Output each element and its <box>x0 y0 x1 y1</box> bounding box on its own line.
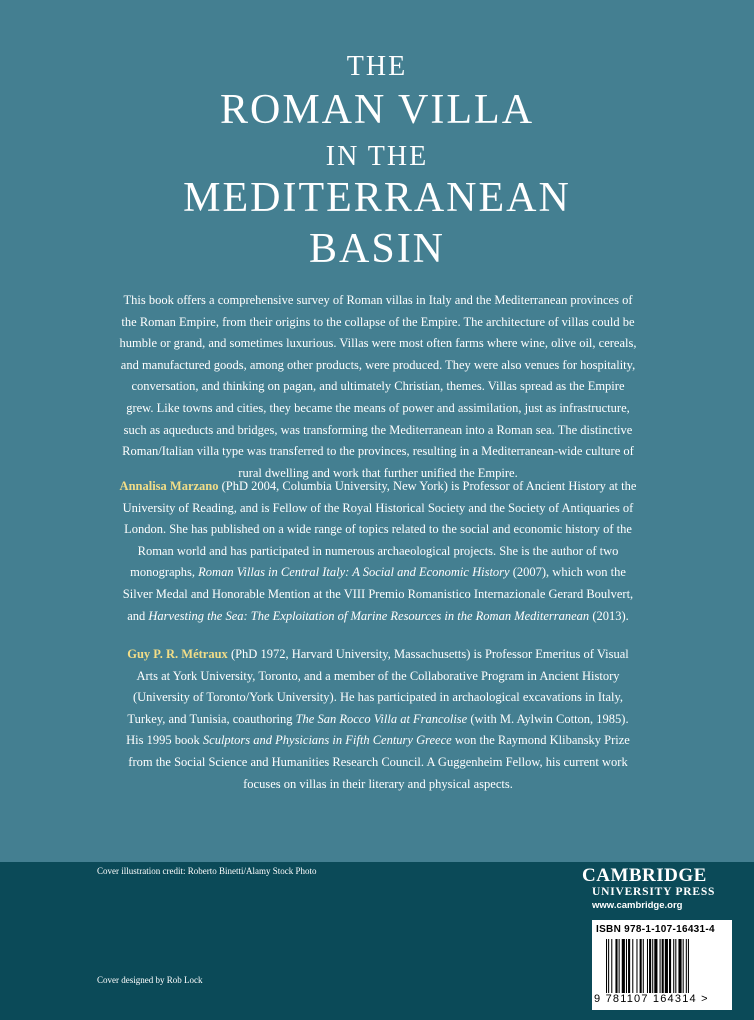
publisher-name: CAMBRIDGE <box>582 865 707 886</box>
book-title-san-rocco: The San Rocco Villa at Francolise <box>295 711 468 726</box>
barcode-bar <box>688 939 689 993</box>
book-title-sculptors: Sculptors and Physicians in Fifth Century Greece <box>202 733 452 748</box>
barcode-bar <box>622 939 625 993</box>
author-bio-marzano <box>118 476 638 627</box>
barcode-bar <box>662 939 664 993</box>
barcode-bar <box>665 939 668 993</box>
title-line-the: THE <box>346 51 408 82</box>
barcode-bar <box>678 939 681 993</box>
book-title-roman-villas: Roman Villas in Central Italy: A Social and Economic History <box>198 565 510 580</box>
barcode-bar <box>654 939 657 993</box>
publisher-website: www.cambridge.org <box>592 900 683 911</box>
barcode-bar <box>673 939 674 993</box>
publisher-press: UNIVERSITY PRESS <box>592 886 716 898</box>
barcode-bar <box>660 939 661 993</box>
description-text: This book offers a comprehensive survey of Roman villas in Italy and the Mediterranean provinces of the Roman Empire, from their origins to the collapse of the Empire. The architecture of villas could be humble or grand, and sometimes luxurious. Villas were most often farms where wine, olive oil, cereals, and manufactured goods, among other products, were produced. They were also venues for hospitality, conversation, and thinking on pagan, and ultimately Christian, themes. Villas spread as the Empire grew. Like towns and cities, they became the means of power and assimilation, just as infrastructure, such as aqueducts and bridges, was transforming the Mediterranean into a Roman sea. The distinctive Roman/Italian villa type was transferred to the provinces, resulting in a Mediterranean-wide culture of rural dwelling and work that further unified the Empire. <box>119 293 637 480</box>
publisher-logo <box>582 866 732 913</box>
barcode-bar <box>652 939 653 993</box>
illustration-credit: Cover illustration credit: Roberto Binetti/Alamy Stock Photo <box>97 866 317 876</box>
barcode-bar <box>619 939 620 993</box>
barcode-bar <box>606 939 607 993</box>
barcode-bar <box>611 939 612 993</box>
barcode-bar <box>636 939 637 993</box>
barcode-bar <box>628 939 630 993</box>
barcode-bar <box>615 939 617 993</box>
barcode-bar <box>683 939 684 993</box>
bio-text-3: (2013). <box>589 608 629 623</box>
title-line-mediterranean: MEDITERRANEAN <box>183 175 571 221</box>
book-description <box>118 290 638 484</box>
barcode-bar <box>626 939 627 993</box>
barcode-bar <box>686 939 687 993</box>
book-title-harvesting-sea: Harvesting the Sea: The Exploitation of Marine Resources in the Roman Mediterranean <box>148 608 590 623</box>
barcode-bar <box>640 939 642 993</box>
barcode-bar <box>675 939 676 993</box>
barcode-bars <box>606 939 722 993</box>
title-line-in-the: IN THE <box>325 141 429 172</box>
barcode-bar <box>649 939 651 993</box>
bio-text-1: (PhD 2004, Columbia University, New York) is Professor of Ancient History at the University of Reading, and is Fellow of the Royal Historical Society and the Society of Antiquaries of London. She has published on a wide range of topics related to the social and economic history of the Roman world and has participated in numerous archaeological projects. She is the author of two monographs, <box>122 479 637 580</box>
designer-credit: Cover designed by Rob Lock <box>97 975 203 985</box>
bio-text-3: won the Raymond Klibansky Prize from the Social Science and Humanities Research Council. A Guggenheim Fellow, his current work focuses on villas in their literary and physical aspects. <box>128 733 630 791</box>
barcode-bar <box>643 939 644 993</box>
barcode-bar <box>608 939 609 993</box>
title-line-roman-villa: ROMAN VILLA <box>219 87 535 133</box>
author-bio-metraux <box>118 644 638 795</box>
barcode-bar <box>632 939 633 993</box>
title-line-basin: BASIN <box>308 226 446 272</box>
barcode <box>592 920 732 1010</box>
bio-text-2: (with M. Aylwin Cotton, 1985). His 1995 book <box>126 711 629 748</box>
author-name-marzano: Annalisa Marzano <box>119 479 219 493</box>
barcode-bar <box>669 939 671 993</box>
bio-text-1: (PhD 1972, Harvard University, Massachusetts) is Professor Emeritus of Visual Arts at York University, Toronto, and a member of the Collaborative Program in Ancient History (University of Toronto/York University). He has participated in archaological excavations in Italy, Turkey, and Tunisia, coauthoring <box>127 647 629 726</box>
barcode-digits: 9 781107 164314 > <box>594 993 709 1005</box>
barcode-bar <box>647 939 648 993</box>
isbn-label: ISBN 978-1-107-16431-4 <box>596 924 715 935</box>
author-name-metraux: Guy P. R. Métraux <box>127 647 228 661</box>
bio-text-2: (2007), which won the Silver Medal and Honorable Mention at the VIII Premio Romanistico Internazionale Gerard Boulvert, and <box>122 565 634 623</box>
